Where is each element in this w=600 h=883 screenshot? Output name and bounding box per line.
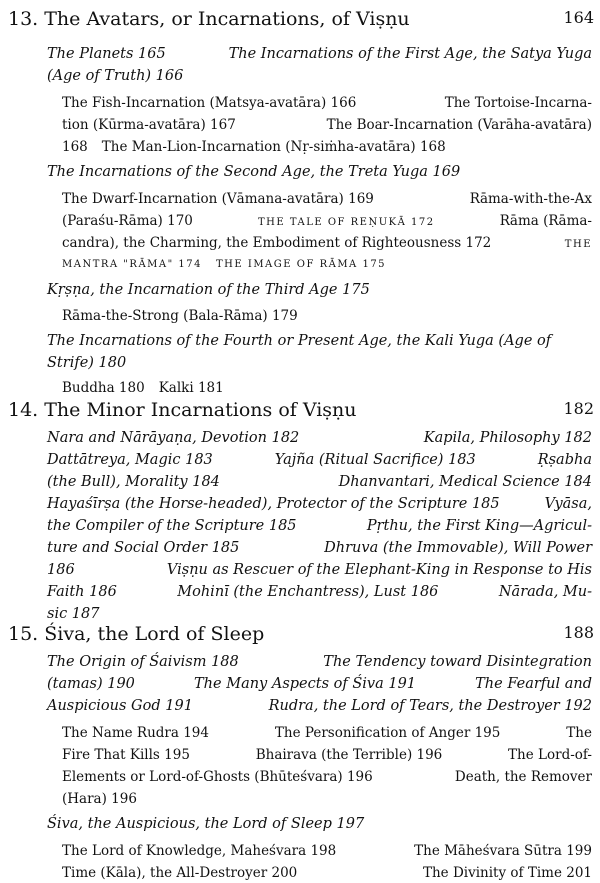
toc-entry: Faith 186 xyxy=(47,584,117,600)
toc-entry: THE TALE OF REṆUKĀ 172 xyxy=(258,217,435,228)
toc-line xyxy=(47,66,592,86)
toc-line xyxy=(47,353,592,373)
toc-line xyxy=(47,582,592,602)
toc-entry: Śiva, the Auspicious, the Lord of Sleep 197 xyxy=(47,816,365,832)
toc-line xyxy=(47,696,592,716)
toc-entry: Death, the Remover xyxy=(454,769,592,785)
toc-entry: The Fish-Incarnation (Matsya-avatāra) 166 xyxy=(62,95,357,111)
chapter-title: 13. The Avatars, or Incarnations, of Viṣṇu xyxy=(8,8,410,30)
toc-entry: THE xyxy=(564,239,592,250)
toc-entry: ture and Social Order 185 xyxy=(47,540,240,556)
toc-line xyxy=(62,233,592,255)
toc-entry: The Planets 165 xyxy=(47,46,166,62)
toc-entry: Ṛṣabha xyxy=(537,452,592,468)
chapter-13-heading xyxy=(8,8,594,34)
chapter-title: 14. The Minor Incarnations of Viṣṇu xyxy=(8,399,357,421)
chapter-page-number: 188 xyxy=(563,623,594,642)
toc-line xyxy=(47,674,592,694)
toc-line xyxy=(47,162,592,182)
toc-entry: Dhanvantari, Medical Science 184 xyxy=(338,474,592,490)
toc-line xyxy=(62,745,592,765)
toc-entry: The Tendency toward Disintegration xyxy=(323,654,592,670)
toc-entry: Buddha 180 xyxy=(62,380,145,396)
toc-entry: THE IMAGE OF RĀMA 175 xyxy=(216,259,387,270)
toc-line xyxy=(62,841,592,861)
toc-entry: Kapila, Philosophy 182 xyxy=(423,430,592,446)
toc-line xyxy=(47,472,592,492)
toc-entry: Auspicious God 191 xyxy=(47,698,193,714)
toc-entry: The Lord of Knowledge, Maheśvara 198 xyxy=(62,843,337,859)
toc-line xyxy=(47,604,592,624)
toc-entry: Nara and Nārāyaṇa, Devotion 182 xyxy=(47,430,300,446)
toc-entry: candra), the Charming, the Embodiment of Righteousness 172 xyxy=(62,235,492,251)
toc-entry: Yajña (Ritual Sacrifice) 183 xyxy=(274,452,476,468)
toc-line xyxy=(62,767,592,787)
toc-line xyxy=(47,44,592,64)
chapter-page-number: 182 xyxy=(563,399,594,418)
toc-entry: (tamas) 190 xyxy=(47,676,135,692)
chapter-title: 15. Śiva, the Lord of Sleep xyxy=(8,623,265,645)
toc-entry: The Name Rudra 194 xyxy=(62,725,209,741)
chapter-14-heading xyxy=(8,399,594,425)
toc-entry: Rāma-the-Strong (Bala-Rāma) 179 xyxy=(62,308,298,324)
toc-entry: Vyāsa, xyxy=(544,496,592,512)
toc-entry: The Māheśvara Sūtra 199 xyxy=(414,843,592,859)
toc-entry: Dhruva (the Immovable), Will Power xyxy=(324,540,592,556)
toc-line xyxy=(47,450,592,470)
toc-entry: Kṛṣṇa, the Incarnation of the Third Age 175 xyxy=(47,282,370,298)
toc-line xyxy=(62,189,592,209)
toc-entry: Strife) 180 xyxy=(47,355,127,371)
toc-entry: (Paraśu-Rāma) 170 xyxy=(62,213,193,229)
toc-entry: The Many Aspects of Śiva 191 xyxy=(194,676,417,692)
toc-line xyxy=(47,814,592,834)
toc-entry: Rāma (Rāma- xyxy=(499,213,592,229)
toc-entry: tion (Kūrma-avatāra) 167 xyxy=(62,117,236,133)
toc-line xyxy=(62,789,592,809)
toc-entry: Hayaśīrṣa (the Horse-headed), Protector of the Scripture 185 xyxy=(47,496,500,512)
toc-line xyxy=(62,137,592,157)
toc-line xyxy=(47,538,592,558)
toc-entry: Viṣṇu as Rescuer of the Elephant-King in Response to His xyxy=(166,562,592,578)
toc-line xyxy=(47,494,592,514)
toc-entry: 186 xyxy=(47,562,75,578)
toc-entry: sic 187 xyxy=(47,606,100,622)
toc-line xyxy=(47,331,592,351)
toc-entry: The Personification of Anger 195 xyxy=(274,725,501,741)
toc-line xyxy=(47,560,592,580)
toc-entry: MANTRA "RĀMA" 174 xyxy=(62,259,202,270)
toc-entry: 168 xyxy=(62,139,88,155)
toc-entry: Bhairava (the Terrible) 196 xyxy=(255,747,443,763)
chapter-15-heading xyxy=(8,623,594,649)
toc-entry: The Lord-of- xyxy=(508,747,592,763)
toc-entry: Mohinī (the Enchantress), Lust 186 xyxy=(177,584,439,600)
toc-entry: Rāma-with-the-Ax xyxy=(469,191,592,207)
toc-entry: the Compiler of the Scripture 185 xyxy=(47,518,297,534)
toc-line xyxy=(47,652,592,672)
toc-entry: The Boar-Incarnation (Varāha-avatāra) xyxy=(326,117,592,133)
toc-entry: Elements or Lord-of-Ghosts (Bhūteśvara) 196 xyxy=(62,769,373,785)
toc-entry: The Origin of Śaivism 188 xyxy=(47,654,239,670)
toc-entry: Time (Kāla), the All-Destroyer 200 xyxy=(62,865,298,881)
toc-line xyxy=(47,428,592,448)
toc-entry: The Man-Lion-Incarnation (Nṛ-siṁha-avatāra) 168 xyxy=(101,139,446,155)
toc-line xyxy=(62,211,592,233)
toc-entry: The Tortoise-Incarna- xyxy=(444,95,592,111)
toc-entry: Nārada, Mu- xyxy=(498,584,592,600)
toc-entry: The Incarnations of the Second Age, the Treta Yuga 169 xyxy=(47,164,461,180)
toc-line xyxy=(62,306,592,326)
toc-line xyxy=(47,516,592,536)
toc-entry: The Fearful and xyxy=(475,676,592,692)
toc-entry: The Incarnations of the Fourth or Present Age, the Kali Yuga (Age of xyxy=(47,333,552,349)
toc-line xyxy=(62,723,592,743)
toc-entry: Rudra, the Lord of Tears, the Destroyer 192 xyxy=(268,698,592,714)
toc-line xyxy=(47,280,592,300)
toc-line xyxy=(62,378,592,398)
toc-entry: The Dwarf-Incarnation (Vāmana-avatāra) 169 xyxy=(62,191,374,207)
toc-line xyxy=(62,863,592,883)
toc-line xyxy=(62,93,592,113)
toc-entry: Dattātreya, Magic 183 xyxy=(47,452,213,468)
toc-entry: (the Bull), Morality 184 xyxy=(47,474,220,490)
toc-entry: Kalki 181 xyxy=(158,380,224,396)
toc-entry: (Age of Truth) 166 xyxy=(47,68,184,84)
chapter-page-number: 164 xyxy=(563,8,594,27)
toc-entry: (Hara) 196 xyxy=(62,791,137,807)
toc-entry: Fire That Kills 195 xyxy=(62,747,190,763)
toc-entry: Pṛthu, the First King—Agricul- xyxy=(366,518,592,534)
toc-line xyxy=(62,255,592,275)
toc-line xyxy=(62,115,592,135)
toc-entry: The xyxy=(566,725,592,741)
toc-entry: The Divinity of Time 201 xyxy=(422,865,592,881)
toc-entry: The Incarnations of the First Age, the Satya Yuga xyxy=(228,46,592,62)
